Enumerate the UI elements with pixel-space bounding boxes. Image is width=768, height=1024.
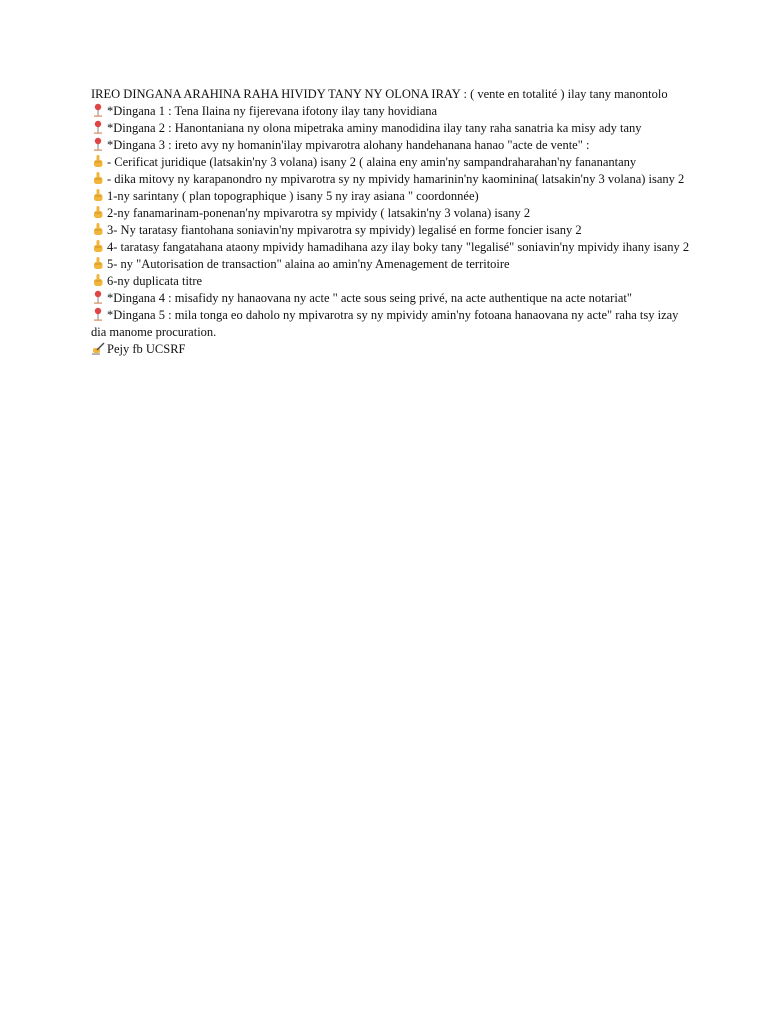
list-item — [91, 290, 691, 307]
list-item — [91, 171, 691, 188]
pointing-finger-icon — [91, 171, 106, 185]
list-item-text: *Dingana 5 : mila tonga eo daholo ny mpivarotra sy ny mpividy amin'ny fotoana hanaovana ny acte" raha tsy izay dia manome procuration. — [91, 308, 679, 339]
list-item-text: *Dingana 4 : misafidy ny hanaovana ny acte " acte sous seing privé, na acte authentique na acte notariat" — [107, 291, 632, 305]
list-item-text: *Dingana 2 : Hanontaniana ny olona mipetraka aminy manodidina ilay tany raha sanatria ka misy ady tany — [107, 121, 642, 135]
document-title: IREO DINGANA ARAHINA RAHA HIVIDY TANY NY OLONA IRAY : ( vente en totalité ) ilay tany manontolo — [91, 87, 668, 101]
list-item — [91, 273, 691, 290]
list-item-text: - dika mitovy ny karapanondro ny mpivarotra sy ny mpividy hamarinin'ny kaominina( latsakin'ny 3 volana) isany 2 — [107, 172, 685, 186]
pointing-finger-icon — [91, 273, 106, 287]
list-item-text: 5- ny "Autorisation de transaction" alaina ao amin'ny Amenagement de territoire — [107, 257, 510, 271]
pointing-finger-icon — [91, 222, 106, 236]
pointing-finger-icon — [91, 154, 106, 168]
list-item-text: 1-ny sarintany ( plan topographique ) isany 5 ny iray asiana " coordonnée) — [107, 189, 479, 203]
list-item — [91, 205, 691, 222]
list-item-text: 2-ny fanamarinam-ponenan'ny mpivarotra sy mpividy ( latsakin'ny 3 volana) isany 2 — [107, 206, 531, 220]
list-item — [91, 120, 691, 137]
pointing-finger-icon — [91, 205, 106, 219]
writing-hand-icon — [91, 341, 106, 355]
pointing-finger-icon — [91, 256, 106, 270]
list-item — [91, 154, 691, 171]
pushpin-icon — [91, 307, 106, 321]
pointing-finger-icon — [91, 188, 106, 202]
list-item — [91, 137, 691, 154]
pushpin-icon — [91, 137, 106, 151]
list-item — [91, 239, 691, 256]
list-item-text: *Dingana 1 : Tena Ilaina ny fijerevana ifotony ilay tany hovidiana — [107, 104, 438, 118]
list-item — [91, 103, 691, 120]
list-item — [91, 256, 691, 273]
list-item-text: 4- taratasy fangatahana ataony mpividy hamadihana azy ilay boky tany "legalisé" soniavin'ny mpividy ihany isany 2 — [107, 240, 690, 254]
list-item — [91, 188, 691, 205]
list-item — [91, 341, 691, 358]
list-item-text: *Dingana 3 : ireto avy ny homanin'ilay mpivarotra alohany handehanana hanao "acte de vente" : — [107, 138, 590, 152]
list-item-text: - Cerificat juridique (latsakin'ny 3 volana) isany 2 ( alaina eny amin'ny sampandraharahan'ny fananantany — [107, 155, 637, 169]
list-item-text: 6-ny duplicata titre — [107, 274, 203, 288]
document-body — [91, 86, 691, 358]
list-item — [91, 222, 691, 239]
pointing-finger-icon — [91, 239, 106, 253]
list-item-text: Pejy fb UCSRF — [107, 342, 186, 356]
pushpin-icon — [91, 290, 106, 304]
list-item-text: 3- Ny taratasy fiantohana soniavin'ny mpivarotra sy mpividy) legalisé en forme foncier isany 2 — [107, 223, 582, 237]
pushpin-icon — [91, 103, 106, 117]
pushpin-icon — [91, 120, 106, 134]
list-item — [91, 307, 691, 341]
